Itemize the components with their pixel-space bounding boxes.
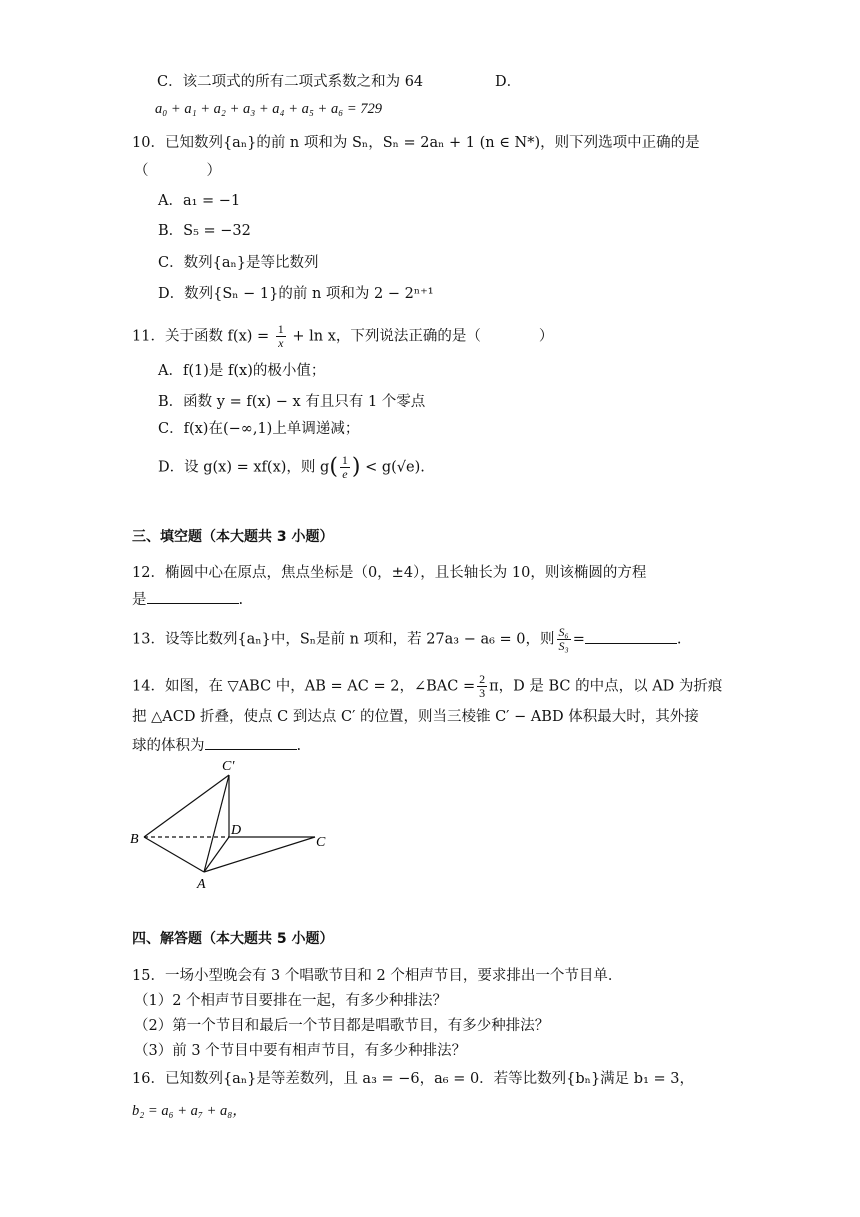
- edge-A-C: [204, 837, 315, 872]
- q13-eq: =: [572, 631, 585, 648]
- label-a: A: [197, 877, 206, 892]
- q14-line1-a: 14．如图，在 ▽ABC 中，AB = AC = 2，∠BAC =: [132, 678, 476, 695]
- q15-part3: （3）前 3 个节目中要有相声节目，有多少种排法？: [134, 1043, 467, 1059]
- label-d: D: [231, 823, 242, 838]
- q14-frac-num: 2: [479, 672, 486, 686]
- q11-option-d-b: < g(√e).: [360, 459, 425, 476]
- q11-option-c: C．f(x)在(−∞,1)上单调递减；: [158, 421, 360, 437]
- q16-line1: 16．已知数列{aₙ}是等差数列，且 a₃ = −6，a₆ = 0．若等比数列{bₙ}满足 b₁ = 3，: [132, 1071, 694, 1087]
- edge-Cprime-A: [204, 775, 229, 872]
- q12-line1: 12．椭圆中心在原点，焦点坐标是（0，±4），且长轴长为 10，则该椭圆的方程: [132, 565, 647, 581]
- q11-option-b: B．函数 y = f(x) − x 有且只有 1 个零点: [158, 394, 426, 410]
- q9-option-c: C．该二项式的所有二项式系数之和为 64: [157, 74, 424, 90]
- q9-option-d-label: D．: [495, 74, 522, 90]
- q10-option-b: B．S₅ = −32: [158, 223, 251, 239]
- q14-frac-den: 3: [479, 686, 486, 700]
- q10-stem: 10．已知数列{aₙ}的前 n 项和为 Sₙ，Sₙ = 2aₙ + 1 (n ∈ N*)，则下列选项中正确的是: [132, 135, 700, 151]
- q11-fraction: [276, 323, 286, 350]
- q11-stem-b: + ln x，下列说法正确的是（ ）: [287, 328, 554, 345]
- section4-title: 四、解答题（本大题共 5 小题）: [132, 931, 334, 947]
- q14-line2: 把 △ACD 折叠，使点 C 到达点 C′ 的位置，则当三棱锥 C′ − ABD 体积最大时，其外接: [132, 709, 699, 725]
- q12-line2-end: .: [238, 592, 244, 608]
- q9-option-d-formula: a₀ + a₁ + a₂ + a₃ + a₄ + a₅ + a₆ = 729: [155, 101, 383, 117]
- q13-line: [132, 626, 681, 653]
- q11-option-d-a: D．设 g(x) = xf(x)，则 g: [158, 459, 330, 476]
- q14-line1: [132, 673, 722, 700]
- q11-frac-num: 1: [277, 322, 284, 336]
- q15-part2: （2）第一个节目和最后一个节目都是唱歌节目，有多少种排法？: [134, 1018, 550, 1034]
- label-b: B: [130, 832, 139, 847]
- q14-line3-end: .: [296, 738, 302, 754]
- q11-stem-a: 11．关于函数 f(x) =: [132, 328, 274, 345]
- q14-line3-text: 球的体积为: [132, 738, 205, 754]
- label-c: C: [316, 835, 326, 850]
- q14-line1-b: π，D 是 BC 的中点，以 AD 为折痕: [489, 678, 723, 695]
- q14-answer-blank[interactable]: [205, 735, 297, 750]
- q13-fraction: [557, 626, 571, 653]
- q11-frac-den: x: [278, 336, 284, 350]
- q11-d-frac-den: e: [342, 467, 348, 481]
- q10-answer-paren: （ ）: [134, 163, 221, 179]
- section3-title: 三、填空题（本大题共 3 小题）: [132, 529, 334, 545]
- q12-answer-blank[interactable]: [147, 589, 239, 604]
- q11-stem: [132, 323, 553, 350]
- q14-fraction: [477, 673, 487, 700]
- q14-line3: [132, 735, 301, 756]
- q13-frac-den: S₃: [558, 639, 569, 653]
- q13-frac-num: S₆: [558, 625, 569, 639]
- q13-end: .: [676, 631, 682, 648]
- q15-stem: 15．一场小型晚会有 3 个唱歌节目和 2 个相声节目，要求排出一个节目单．: [132, 968, 623, 984]
- q15-part1: （1）2 个相声节目要排在一起，有多少种排法？: [134, 993, 448, 1009]
- edge-B-Cprime: [144, 775, 229, 837]
- q13-text: 13．设等比数列{aₙ}中，Sₙ是前 n 项和，若 27a₃ − a₆ = 0，则: [132, 631, 555, 648]
- edge-A-D: [204, 837, 229, 872]
- q11-option-a: A．f(1)是 f(x)的极小值；: [158, 363, 326, 379]
- edge-B-A: [144, 837, 204, 872]
- tetrahedron-figure: [125, 755, 345, 895]
- q13-answer-blank[interactable]: [585, 629, 677, 644]
- q10-option-d: D．数列{Sₙ − 1}的前 n 项和为 2 − 2ⁿ⁺¹: [158, 286, 434, 302]
- q16-line2: b₂ = a₆ + a₇ + a₈，: [132, 1103, 247, 1119]
- q11-d-frac-num: 1: [341, 453, 348, 467]
- q11-option-d: D．设 g(x) = xf(x)，则 g( $\frac{1}{e}$ ) < g(√e).: [158, 453, 425, 481]
- q12-line2-text: 是: [132, 592, 147, 608]
- q10-option-c: C．数列{aₙ}是等比数列: [158, 255, 319, 271]
- q11-d-fraction: [340, 454, 350, 481]
- q10-option-a: A．a₁ = −1: [158, 193, 241, 209]
- q12-line2: [132, 589, 243, 610]
- label-c-prime: C′: [222, 759, 235, 774]
